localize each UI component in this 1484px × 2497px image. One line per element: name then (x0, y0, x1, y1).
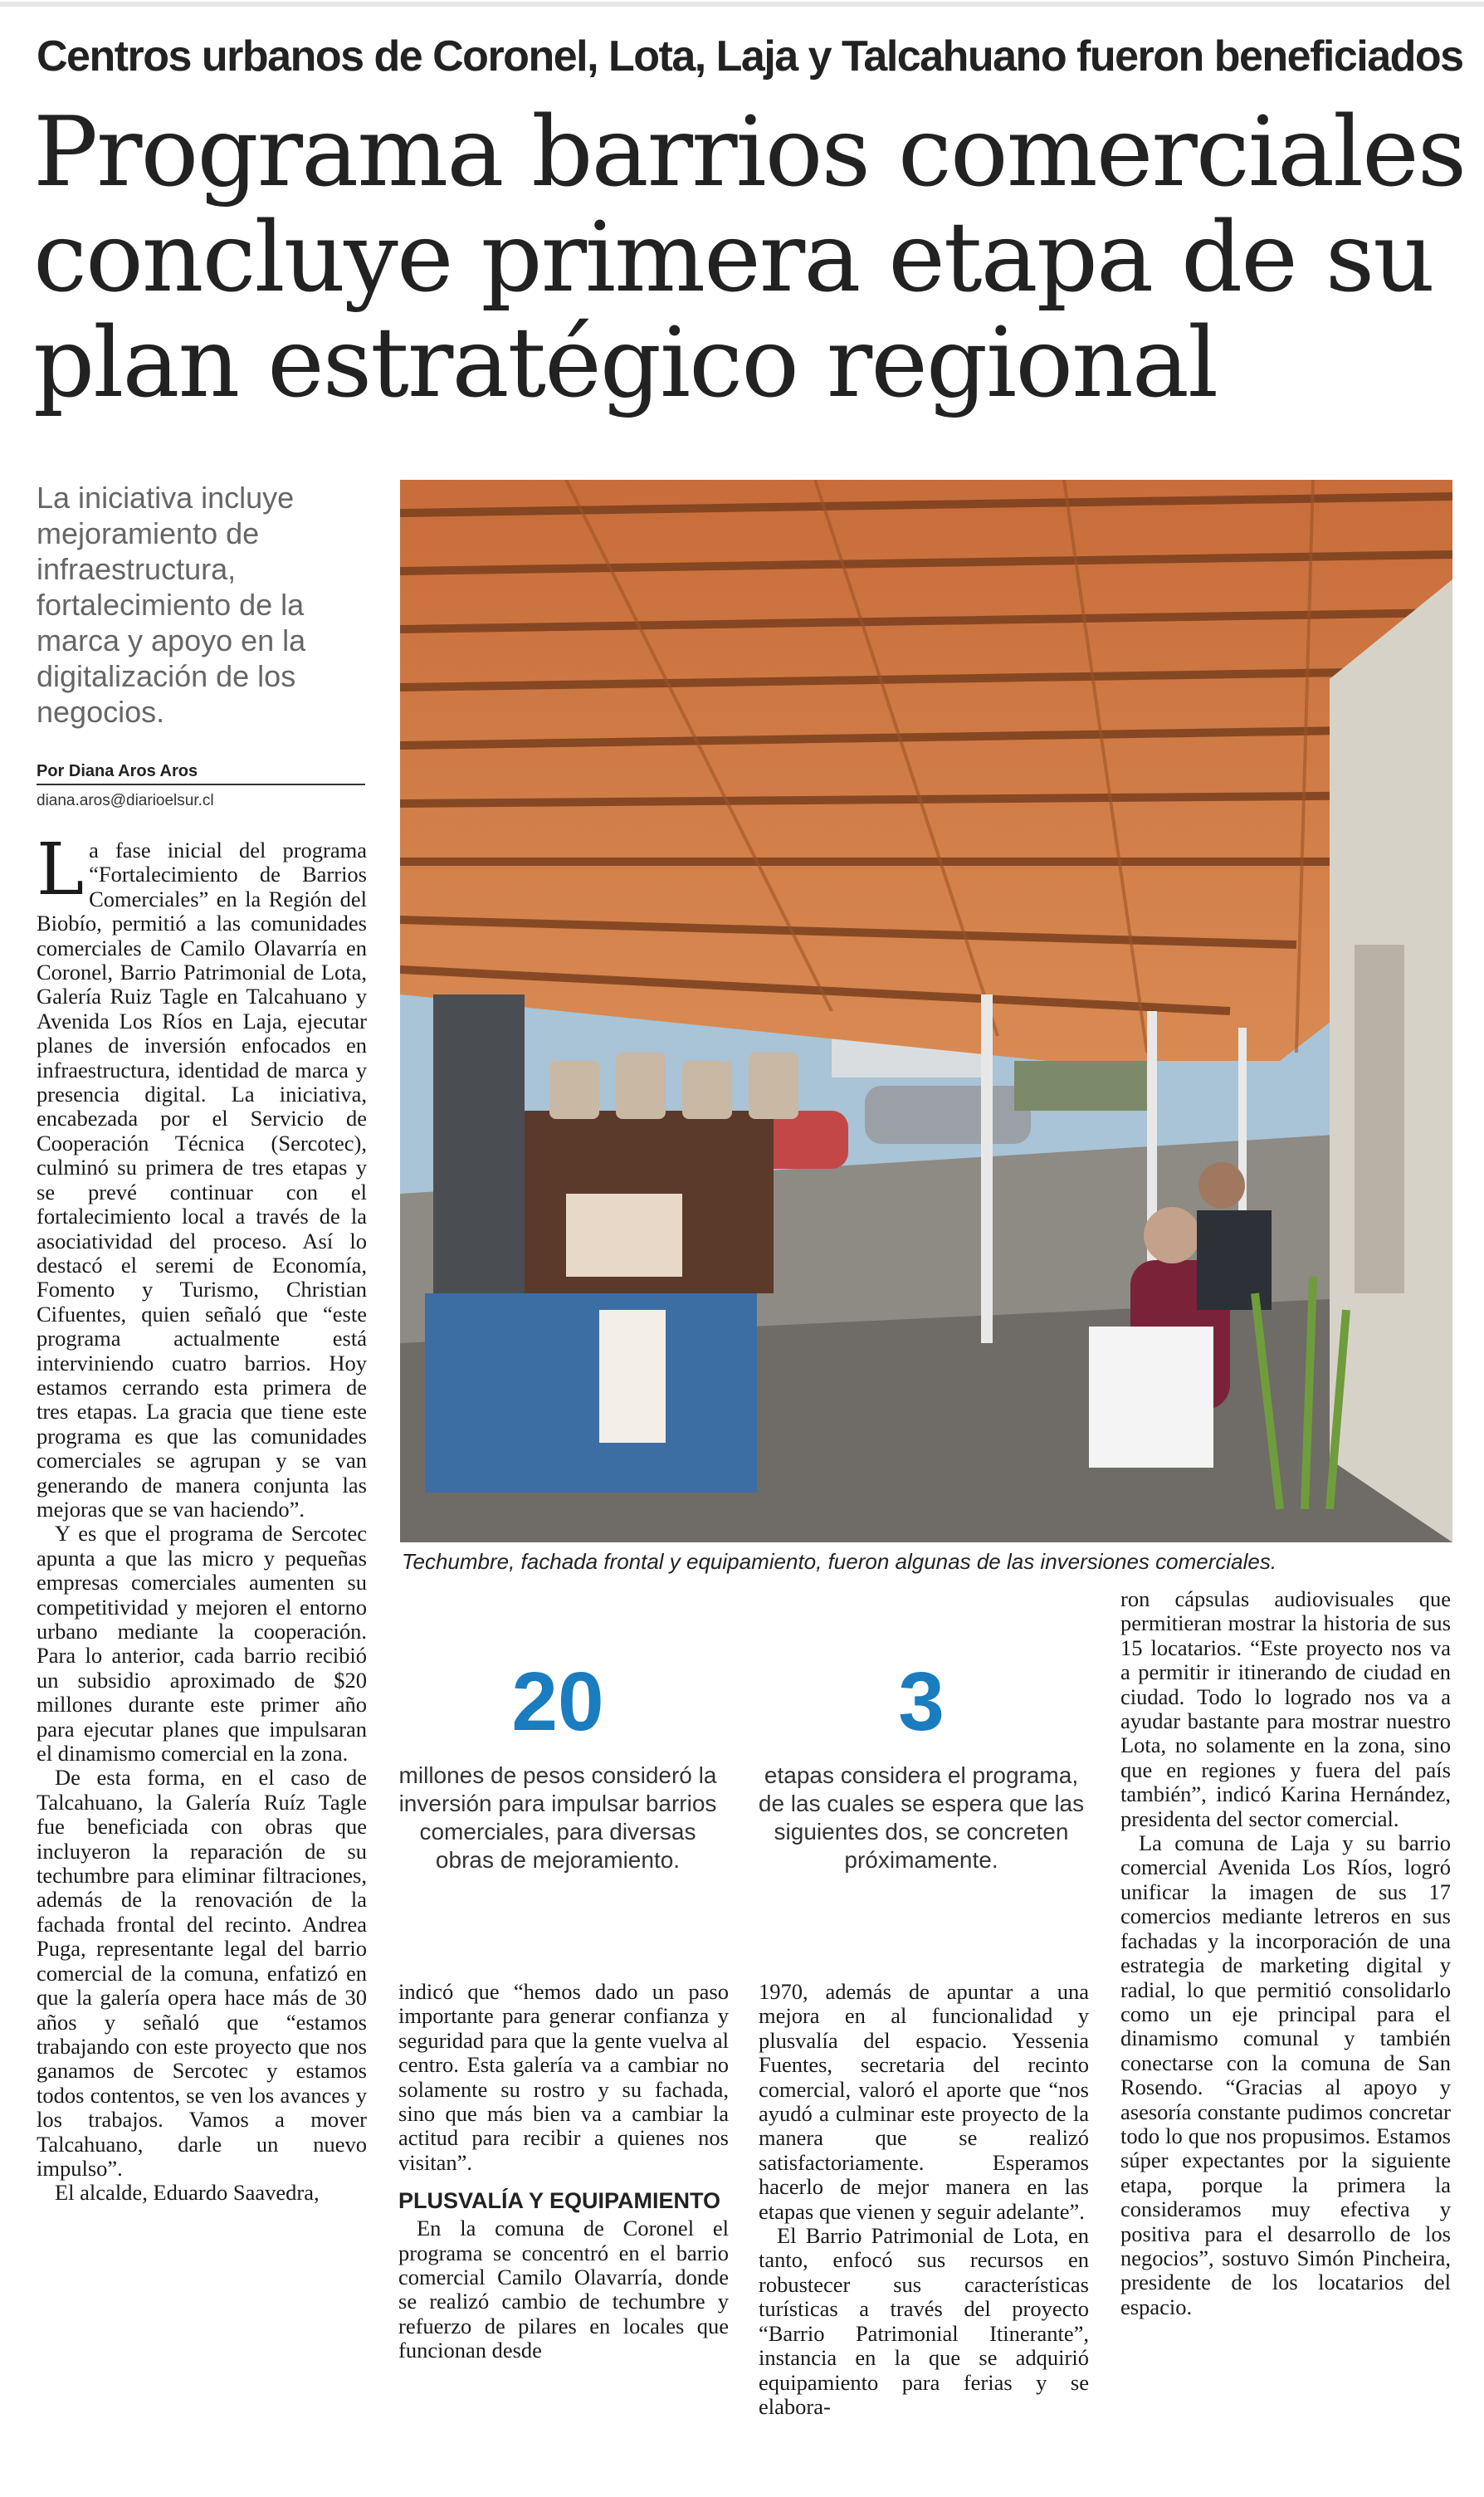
drop-cap: L (37, 828, 85, 911)
paragraph: Y es que el programa de Sercotec apunta a que las micro y pequeñas empresas comerciales aumenten su competitividad y mejoren el entorno urbano mediante la cooperación. Para lo anterior, cada barrio recibió un subsidio aproximado de $20 millones durante este primer año para ejecutar planes que impulsaran el dinamismo comercial en la zona. (37, 1521, 367, 1766)
paragraph: La comuna de Laja y su barrio comercial Avenida Los Ríos, logró unificar la imagen de sus 17 comercios mediante letreros en sus fachadas y la incorporación de una estrategia de marketing digital y radial, lo que permitió consolidarlo como un eje principal para el dinamismo comunal y también conectarse con la comuna de San Rosendo. “Gracias al apoyo y asesoría constante pudimos concretar todo lo que nos propusimos. Estamos súper expectantes por la siguiente etapa, porque la primera la consideramos muy efectiva y positiva para el desarrollo de los negocios”, sostuvo Simón Pincheira, presidente de los locatarios del espacio. (1120, 1830, 1451, 2319)
stat-3 (755, 1655, 1087, 1874)
deck: La iniciativa incluye mejoramiento de infraestructura, fortalecimiento de la marca y apoyo en la digitalización de los negocios. (37, 481, 306, 729)
market-photo (400, 480, 1452, 1542)
paragraph: El Barrio Patrimonial de Lota, en tanto, enfocó sus recursos en robustecer sus características turísticas a través del proyecto “Barrio Patrimonial Itinerante”, instancia en la que se adquirió equipamiento para ferias y se elabora- (759, 2223, 1089, 2419)
paragraph: El alcalde, Eduardo Saavedra, (55, 2180, 320, 2206)
paragraph: indicó que “hemos dado un paso importante para generar confianza y seguridad para que la gente vuelva al centro. Esta galería va a cambiar no solamente su rostro y su fachada, sino que más bien va a cambiar la actitud para recibir a quienes nos visitan”. (398, 1979, 729, 2175)
headline-line-1: Programa barrios comerciales (33, 96, 1466, 208)
paragraph (37, 828, 367, 1522)
paragraph-text: a fase inicial del programa “Fortalecimiento de Barrios Comerciales” en la Región del Biobío, permitió a las comunidades comerciales de Camilo Olavarría en Coronel, Barrio Patrimonial de Lota, Galería Ruiz Tagle en Talcahuano y Avenida Los Ríos en Laja, ejecutar planes de inversión enfocados en infraestructura, identidad de marca y presencia digital. La iniciativa, encabezada por el Servicio de Cooperación Técnica (Sercotec), culminó su primera de tres etapas y se prevé continuar con el fortalecimiento local a través de la asociatividad del proceso. Así lo destacó el seremi de Economía, Fomento y Turismo, Christian Cifuentes, quien señaló que “este programa actualmente está interviniendo cuatro barrios. Hoy estamos cerrando esta primera de tres etapas. La gracia que tiene este programa es que las comunidades comerciales se agrupan y se van generando de manera conjunta las mejoras que se van haciendo”. (37, 838, 367, 1522)
byline: Por Diana Aros Aros (37, 762, 198, 780)
stat-number: 3 (898, 1655, 945, 1748)
body-column-1 (37, 828, 367, 2206)
byline-email: diana.aros@diarioelsur.cl (37, 792, 214, 809)
headline (33, 96, 1466, 419)
paragraph: 1970, además de apuntar a una mejora en al funcionalidad y plusvalía del espacio. Yessenia Fuentes, secretaria del recinto comercial, valoró el aporte que “nos ayudó a culminar este proyecto de la manera que se realizó satisfactoriamente. Esperamos hacerlo de mejor manera en las etapas que vienen y seguir adelante”. (759, 1979, 1089, 2224)
stat-20 (392, 1655, 724, 1874)
body-column-2 (398, 1980, 729, 2363)
body-column-3 (759, 1980, 1089, 2419)
paragraph: En la comuna de Coronel el programa se concentró en el barrio comercial Camilo Olavarría, donde se realizó cambio de techumbre y refuerzo de pilares en locales que funcionan desde (398, 2216, 729, 2363)
photo-caption: Techumbre, fachada frontal y equipamiento, fueron algunas de las inversiones comerciales. (402, 1549, 1277, 1574)
stat-text: etapas considera el programa, de las cuales se espera que las siguientes dos, se concreten próximamente. (758, 1762, 1085, 1873)
stat-text: millones de pesos consideró la inversión para impulsar barrios comerciales, para diversas obras de mejoramiento. (398, 1762, 717, 1873)
subhead: PLUSVALÍA Y EQUIPAMIENTO (398, 2188, 721, 2214)
paragraph: ron cápsulas audiovisuales que permitieran mostrar la historia de sus 15 locatarios. “Este proyecto nos va a permitir ir itinerando de ciudad en ciudad. Todo lo logrado nos va a ayudar bastante para mostrar nuestro Lota, no solamente en la zona, sino que en regiones y fuera del país también”, indicó Karina Hernández, presidenta del sector comercial. (1120, 1586, 1451, 1831)
top-rule (0, 2, 1484, 7)
stat-number: 20 (511, 1655, 604, 1748)
headline-line-3: plan estratégico regional (33, 307, 1218, 419)
kicker: Centros urbanos de Coronel, Lota, Laja y Talcahuano fueron beneficiados (37, 32, 1463, 81)
headline-line-2: concluye primera etapa de su (33, 202, 1434, 314)
byline-rule (37, 784, 365, 785)
paragraph: De esta forma, en el caso de Talcahuano, la Galería Ruíz Tagle fue beneficiada con obras que incluyeron la reparación de su techumbre para eliminar filtraciones, además de la renovación de la fachada frontal del recinto. Andrea Puga, representante legal del barrio comercial de la comuna, enfatizó en que la galería opera hace más de 30 años y señaló que “estamos trabajando con este proyecto que nos ganamos de Sercotec y estamos todos contentos, se ven los avances y los trabajos. Vamos a mover Talcahuano, darle un nuevo impulso”. (37, 1765, 367, 2181)
body-column-4 (1120, 1587, 1451, 2319)
